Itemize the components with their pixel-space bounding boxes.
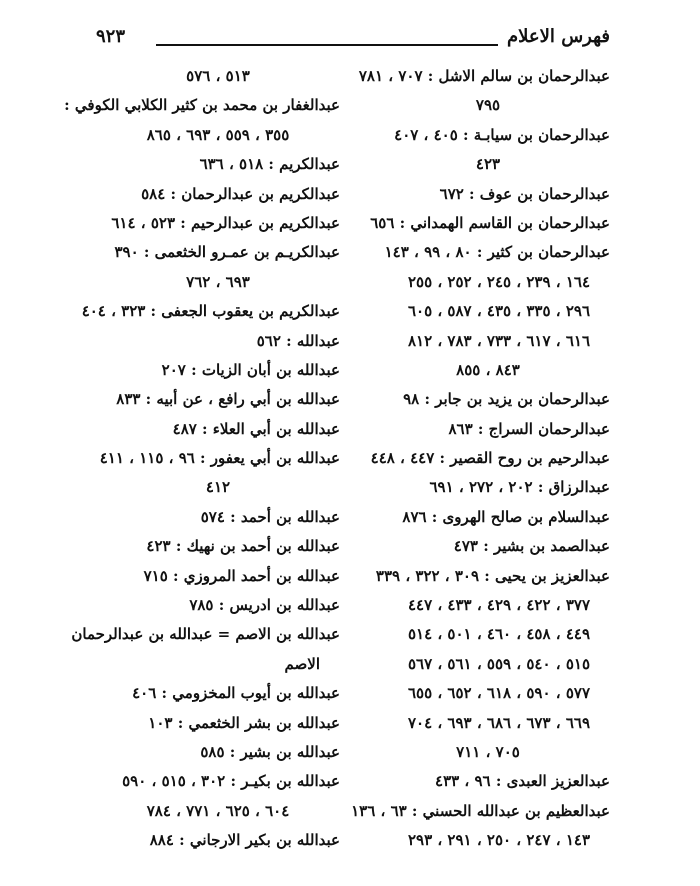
index-entry: عبدالكريم : ٥١٨ ، ٦٣٦ (199, 155, 340, 174)
page-header (96, 22, 610, 54)
index-entry-continuation: ٤٢٣ (475, 155, 501, 174)
index-entry: عبدالله بن أبي يعفور : ٩٦ ، ١١٥ ، ٤١١ (99, 449, 340, 468)
index-entry-continuation: ٣٥٥ ، ٥٥٩ ، ٦٩٣ ، ٨٦٥ (146, 125, 290, 144)
index-entry: عبدالكريم بن عبدالرحمان : ٥٨٤ (141, 184, 340, 203)
index-entry-continuation: ٧٩٥ (475, 96, 501, 115)
index-entry: عبدالرحمان بن كثير : ٨٠ ، ٩٩ ، ١٤٣ (384, 243, 610, 262)
index-column-right (351, 62, 610, 856)
index-entry-continuation: ٦١٦ ، ٦١٧ ، ٧٣٣ ، ٧٨٣ ، ٨١٢ (407, 331, 590, 350)
index-entry: عبدالرحمان بن القاسم الهمداني : ٦٥٦ (370, 213, 610, 232)
index-entry: عبدالرحمان السراج : ٨٦٣ (448, 419, 610, 438)
index-entry-continuation: ٤١٢ (205, 478, 231, 497)
index-entry: عبدالله بن بشير : ٥٨٥ (200, 742, 340, 761)
index-entry: عبدالله بن ادريس : ٧٨٥ (189, 596, 340, 615)
index-entry: عبدالرحمان بن سيابـة : ٤٠٥ ، ٤٠٧ (394, 125, 610, 144)
index-entry: عبدالرزاق : ٢٠٢ ، ٢٧٢ ، ٦٩١ (429, 478, 610, 497)
index-entry: عبدالله بن أبي رافع ، عن أبيه : ٨٣٣ (116, 390, 340, 409)
index-entry-continuation: ٦٩٣ ، ٧٦٢ (186, 272, 250, 291)
index-entry-continuation: الاصم (284, 654, 320, 673)
index-entry: عبدالله بن بكيـر : ٣٠٢ ، ٥١٥ ، ٥٩٠ (122, 772, 340, 791)
index-entry-continuation: ٢٩٦ ، ٣٣٥ ، ٤٣٥ ، ٥٨٧ ، ٦٠٥ (407, 302, 590, 321)
index-entry: عبدالكريـم بن عمـرو الخثعمى : ٣٩٠ (114, 243, 340, 262)
index-entry: عبدالله بن بشر الخثعمي : ١٠٣ (148, 713, 340, 732)
index-entry-continuation: ٦٠٤ ، ٦٢٥ ، ٧٧١ ، ٧٨٤ (146, 801, 290, 820)
index-entry-continuation: ٣٧٧ ، ٤٢٢ ، ٤٢٩ ، ٤٣٣ ، ٤٤٧ (407, 596, 590, 615)
index-entry: عبدالرحمان بن سالم الاشل : ٧٠٧ ، ٧٨١ (358, 67, 610, 85)
index-entry-continuation: ٧٠٥ ، ٧١١ (456, 742, 520, 761)
index-entry: عبدالرحمان بن عوف : ٦٧٢ (439, 184, 610, 203)
index-entry: عبدالله بن أحمد المروزي : ٧١٥ (143, 566, 340, 585)
header-rule (156, 44, 498, 46)
index-entry-continuation: ٨٤٣ ، ٨٥٥ (456, 360, 520, 379)
index-entry: عبدالصمد بن بشير : ٤٧٣ (453, 537, 610, 556)
index-entry: عبدالله : ٥٦٢ (256, 331, 340, 350)
index-column-left (64, 62, 340, 856)
index-entry-continuation: ٥٧٧ ، ٥٩٠ ، ٦١٨ ، ٦٥٢ ، ٦٥٥ (407, 684, 590, 703)
index-entry-continuation: ١٦٤ ، ٢٣٩ ، ٢٤٥ ، ٢٥٢ ، ٢٥٥ (407, 272, 590, 291)
index-entry-continuation: ١٤٣ ، ٢٤٧ ، ٢٥٠ ، ٢٩١ ، ٢٩٣ (407, 831, 590, 850)
index-entry: عبدالله بن أحمد : ٥٧٤ (200, 507, 340, 526)
index-entry: عبدالله بن أبان الزيات : ٢٠٧ (161, 360, 340, 379)
index-entry: عبدالعزيز بن يحيى : ٣٠٩ ، ٣٢٢ ، ٣٣٩ (375, 566, 610, 585)
index-entry: عبدالله بن أحمد بن نهيك : ٤٢٣ (146, 537, 340, 556)
index-entry-continuation: ٥١٣ ، ٥٧٦ (186, 67, 250, 85)
index-entry: عبدالله بن بكير الارجاني : ٨٨٤ (149, 831, 340, 850)
index-entry: عبدالغفار بن محمد بن كثير الكلابي الكوفي : (64, 96, 340, 115)
index-entry: عبدالعزيز العبدى : ٩٦ ، ٤٣٣ (435, 772, 610, 791)
index-entry: عبدالعظيم بن عبدالله الحسني : ٦٣ ، ١٣٦ (351, 801, 610, 820)
index-entry: عبدالكريم بن عبدالرحيم : ٥٢٣ ، ٦١٤ (111, 213, 340, 232)
index-entry: عبدالرحمان بن يزيد بن جابر : ٩٨ (403, 390, 610, 409)
index-entry: عبدالله بن الاصم = عبدالله بن عبدالرحمان (71, 625, 340, 644)
page-number: ٩٢٣ (96, 26, 126, 47)
index-entry: عبدالله بن أبي العلاء : ٤٨٧ (172, 419, 340, 438)
index-entry-continuation: ٤٤٩ ، ٤٥٨ ، ٤٦٠ ، ٥٠١ ، ٥١٤ (407, 625, 590, 644)
index-entry-continuation: ٦٦٩ ، ٦٧٣ ، ٦٨٦ ، ٦٩٣ ، ٧٠٤ (407, 713, 590, 732)
index-entry: عبدالله بن أيوب المخزومي : ٤٠٦ (132, 684, 340, 703)
index-entry: عبدالكريم بن يعقوب الجعفى : ٣٢٣ ، ٤٠٤ (81, 302, 340, 321)
index-entry: عبدالرحيم بن روح القصير : ٤٤٧ ، ٤٤٨ (370, 449, 610, 468)
index-entry: عبدالسلام بن صالح الهروى : ٨٧٦ (402, 507, 610, 526)
index-entry-continuation: ٥١٥ ، ٥٤٠ ، ٥٥٩ ، ٥٦١ ، ٥٦٧ (407, 654, 590, 673)
header-title: فهرس الاعلام (507, 26, 610, 47)
